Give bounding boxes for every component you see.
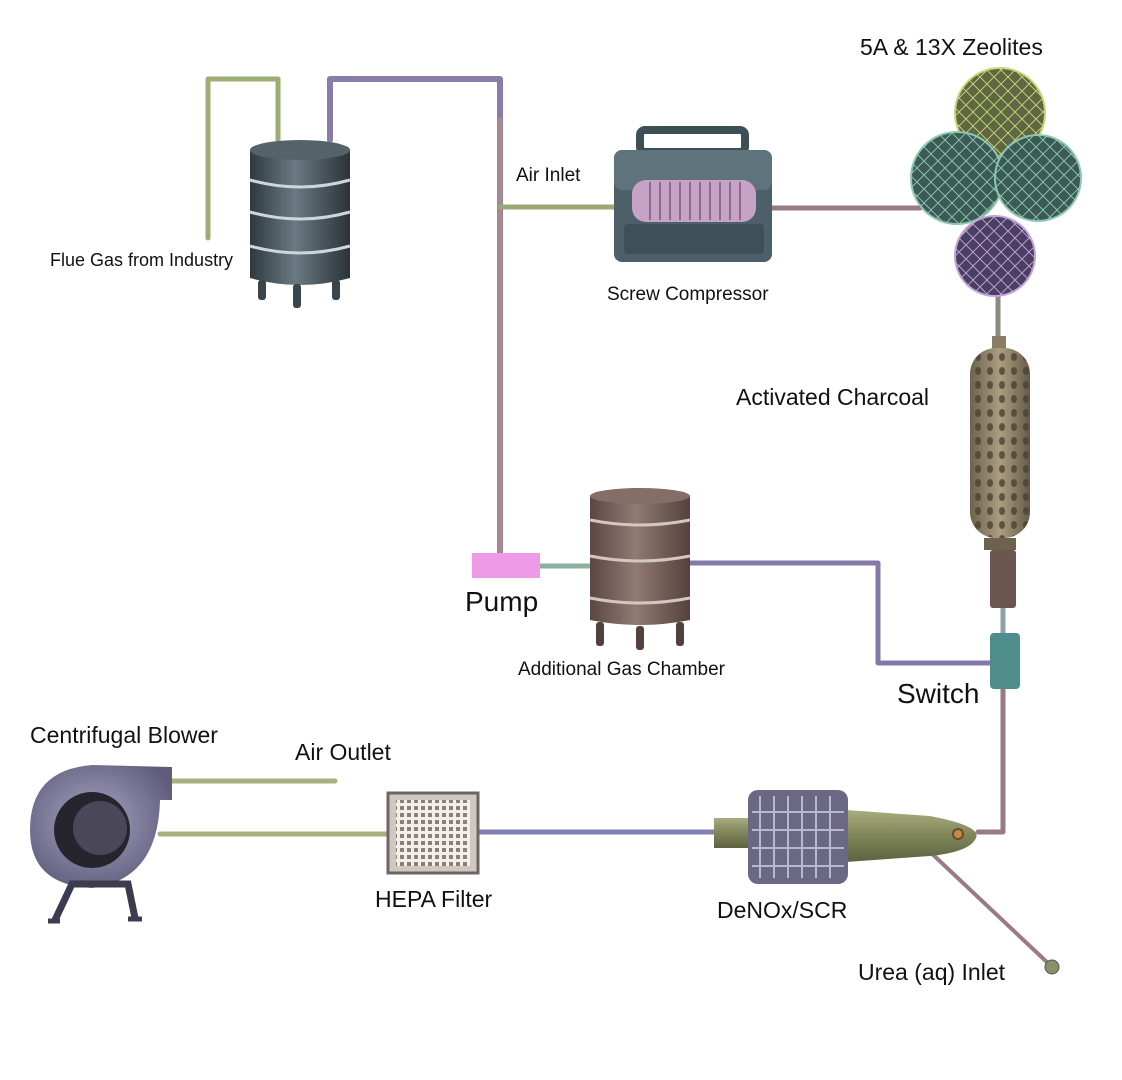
- pump: [472, 553, 540, 578]
- activated-charcoal-column: [970, 336, 1030, 608]
- label-hepa-filter: HEPA Filter: [375, 886, 493, 912]
- label-flue-gas: Flue Gas from Industry: [50, 250, 234, 270]
- switch-valve: [990, 633, 1020, 689]
- pipe-switch-scr: [978, 688, 1003, 832]
- denox-scr-unit: [714, 790, 1059, 974]
- pipe-flue-outlet: [330, 79, 500, 560]
- centrifugal-blower: [30, 765, 172, 921]
- zeolite-spheres: [911, 68, 1081, 296]
- label-air-inlet: Air Inlet: [516, 165, 581, 186]
- hepa-filter: [388, 793, 478, 873]
- label-pump: Pump: [465, 586, 539, 617]
- label-zeolites: 5A & 13X Zeolites: [860, 34, 1043, 60]
- label-screw-compressor: Screw Compressor: [607, 284, 769, 305]
- label-switch: Switch: [897, 678, 980, 709]
- label-air-outlet: Air Outlet: [295, 739, 391, 765]
- flue-gas-tank: [250, 140, 350, 308]
- label-centrifugal-blower: Centrifugal Blower: [30, 722, 218, 748]
- label-urea-inlet: Urea (aq) Inlet: [858, 959, 1006, 985]
- additional-gas-chamber: [590, 488, 690, 650]
- pipe-chamber-switch: [690, 563, 990, 663]
- label-denox-scr: DeNOx/SCR: [717, 897, 848, 923]
- label-additional-gas-chamber: Additional Gas Chamber: [518, 659, 725, 680]
- pipe-urea-inlet: [928, 850, 1050, 965]
- screw-compressor: [614, 130, 772, 262]
- label-activated-charcoal: Activated Charcoal: [736, 384, 930, 410]
